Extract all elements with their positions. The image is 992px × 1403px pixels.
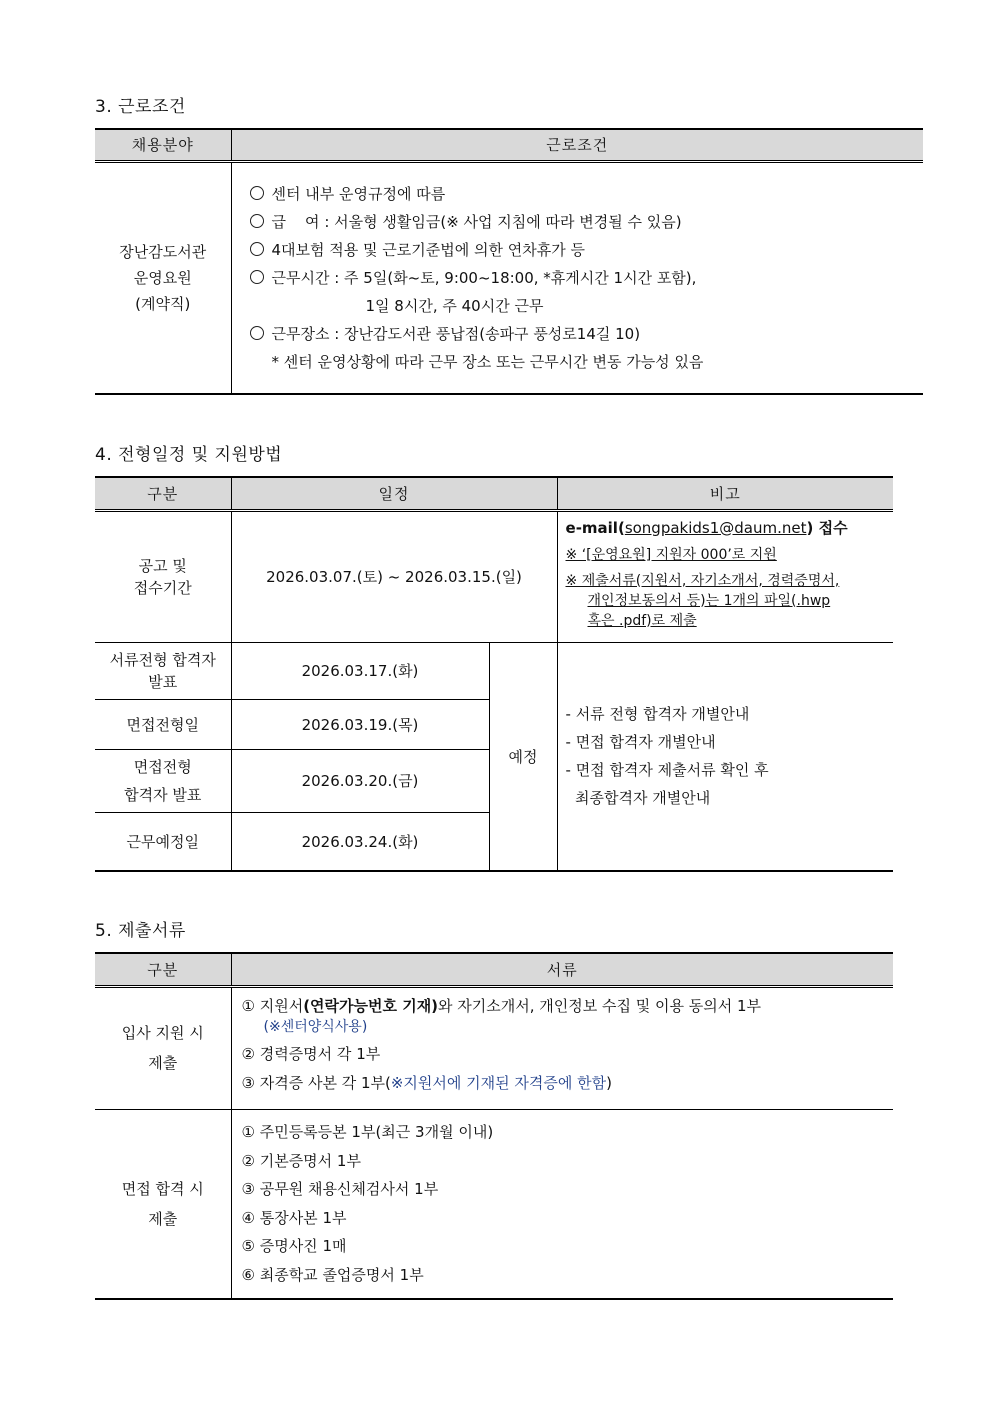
condition-note: * 센터 운영상황에 따라 근무 장소 또는 근무시간 변동 가능성 있음 xyxy=(271,352,704,371)
pass-docs-list xyxy=(231,1109,893,1299)
circle-bullet-icon xyxy=(250,242,264,256)
apply-docs-list xyxy=(231,986,893,1109)
header-category: 구분 xyxy=(95,953,231,986)
header-conditions: 근로조건 xyxy=(231,129,923,161)
apply-remarks xyxy=(557,510,893,642)
tentative-cell: 예정 xyxy=(489,642,557,871)
header-field: 채용분야 xyxy=(95,129,231,161)
header-remarks: 비고 xyxy=(557,477,893,510)
conditions-cell xyxy=(231,161,923,394)
condition-item: 급 여 : 서울형 생활임금(※ 사업 지침에 따라 변경될 수 있음) xyxy=(250,208,924,236)
circle-bullet-icon xyxy=(250,186,264,200)
apply-period-date: 2026.03.07.(토) ~ 2026.03.15.(일) xyxy=(231,510,557,642)
apply-note-1: ※ ‘[운영요원] 지원자 000’로 지원 xyxy=(565,546,777,563)
schedule-row-date: 2026.03.24.(화) xyxy=(231,812,489,871)
doc-item: ① 지원서(연락가능번호 기재)와 자기소개서, 개인정보 수집 및 이용 동의서 1부 xyxy=(241,996,762,1015)
doc-item: ② 경력증명서 각 1부 xyxy=(241,1044,381,1063)
condition-item: 센터 내부 운영규정에 따름 xyxy=(250,180,924,208)
condition-item-cont: 1일 8시간, 주 40시간 근무 xyxy=(365,296,544,315)
schedule-row-date: 2026.03.20.(금) xyxy=(231,749,489,812)
apply-note-2: ※ 제출서류(지원서, 자기소개서, 경력증명서, 개인정보동의서 등)는 1개의 파일(.hwp 혹은 .pdf)로 제출 xyxy=(565,572,840,629)
schedule-row-date: 2026.03.17.(화) xyxy=(231,642,489,699)
documents-table xyxy=(95,952,893,1300)
section-5-title: 5. 제출서류 xyxy=(95,921,186,941)
doc-item: ② 기본증명서 1부 xyxy=(241,1151,361,1170)
doc-item: ① 주민등록등본 1부(최근 3개월 이내) xyxy=(241,1123,494,1142)
section-4-title: 4. 전형일정 및 지원방법 xyxy=(95,445,283,465)
circle-bullet-icon xyxy=(250,270,264,284)
field-line-3: (계약직) xyxy=(135,294,191,313)
pass-docs-label: 면접 합격 시 제출 xyxy=(95,1109,231,1299)
schedule-row-date: 2026.03.19.(목) xyxy=(231,699,489,749)
field-cell xyxy=(95,161,231,394)
condition-item: 4대보험 적용 및 근로기준법에 의한 연차휴가 등 xyxy=(250,236,924,264)
field-line-2: 운영요원 xyxy=(133,268,192,287)
work-conditions-table xyxy=(95,128,923,395)
schedule-row-label: 면접전형 합격자 발표 xyxy=(95,749,231,812)
condition-item: 근무시간 : 주 5일(화~토, 9:00~18:00, *휴게시간 1시간 포함), xyxy=(250,264,924,292)
schedule-table xyxy=(95,476,893,872)
doc-item: ④ 통장사본 1부 xyxy=(241,1208,347,1227)
doc-item-note: (※센터양식사용) xyxy=(263,1018,368,1035)
remark-item: - 서류 전형 합격자 개별안내 xyxy=(565,705,750,724)
doc-item: ③ 공무원 채용신체검사서 1부 xyxy=(241,1180,439,1199)
remark-item: 최종합격자 개별안내 xyxy=(565,789,711,808)
schedule-row-label: 서류전형 합격자 발표 xyxy=(95,642,231,699)
field-line-1: 장난감도서관 xyxy=(119,242,207,261)
doc-item: ③ 자격증 사본 각 1부(※지원서에 기재된 자격증에 한함) xyxy=(241,1073,612,1092)
header-documents: 서류 xyxy=(231,953,893,986)
circle-bullet-icon xyxy=(250,214,264,228)
remark-item: - 면접 합격자 개별안내 xyxy=(565,733,716,752)
circle-bullet-icon xyxy=(250,326,264,340)
schedule-remarks xyxy=(557,642,893,871)
email-link[interactable]: songpakids1@daum.net xyxy=(624,518,807,537)
doc-item: ⑤ 증명사진 1매 xyxy=(241,1237,347,1256)
header-schedule: 일정 xyxy=(231,477,557,510)
condition-item: 근무장소 : 장난감도서관 풍납점(송파구 풍성로14길 10) xyxy=(250,320,924,348)
apply-period-label: 공고 및 접수기간 xyxy=(95,510,231,642)
header-category: 구분 xyxy=(95,477,231,510)
doc-item: ⑥ 최종학교 졸업증명서 1부 xyxy=(241,1265,424,1284)
remark-item: - 면접 합격자 제출서류 확인 후 xyxy=(565,761,769,780)
schedule-row-label: 면접전형일 xyxy=(95,699,231,749)
apply-docs-label: 입사 지원 시 제출 xyxy=(95,986,231,1109)
schedule-row-label: 근무예정일 xyxy=(95,812,231,871)
section-3-title: 3. 근로조건 xyxy=(95,97,186,117)
email-line: e-mail(songpakids1@daum.net) 접수 xyxy=(565,518,848,537)
